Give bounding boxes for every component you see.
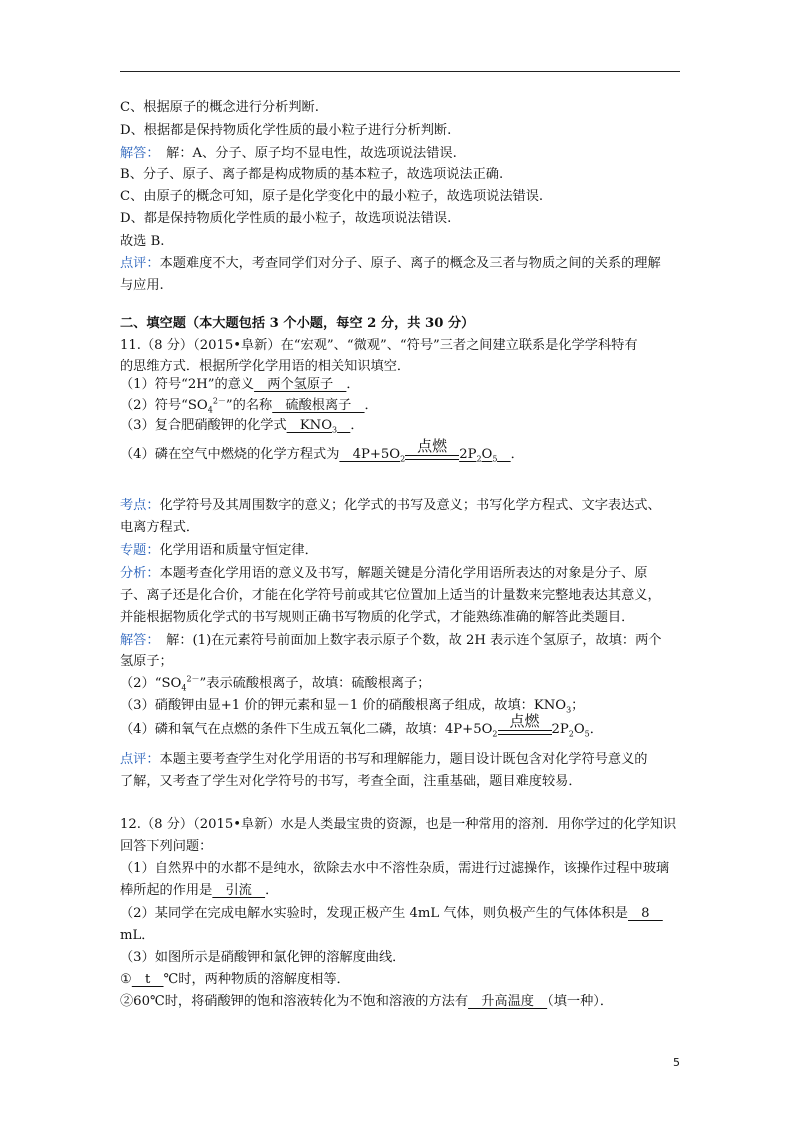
- answer-blank: 升高温度: [468, 994, 548, 1009]
- q11-stem: 11.（8 分）（2015•阜新）在“宏观”、“微观”、“符号”三者之间建立联系是化学学科特有: [120, 338, 638, 353]
- answer-blank: $KNO_3$: [286, 418, 338, 435]
- q12-stem: 12.（8 分）（2015•阜新）水是人类最宝贵的资源，也是一种常用的溶剂．用你学过的化学知识: [120, 817, 677, 832]
- jieda: 氢原子；: [120, 654, 173, 669]
- q12-part-3-1: ① t ℃时，两种物质的溶解度相等．: [120, 972, 350, 987]
- q11-part-1: （1）符号“2H”的意义 两个氢原子 ．: [120, 377, 360, 392]
- text-line: 故选 B.: [120, 234, 165, 249]
- dianping: 点评：本题主要考查学生对化学用语的书写和理解能力，题目设计既包含对化学符号意义的: [120, 752, 648, 767]
- answer-blank: 两个氢原子: [254, 377, 347, 392]
- q12-part-2: mL．: [120, 928, 155, 943]
- text-line: D、都是保持物质化学性质的最小粒子，故选项说法错误.: [120, 211, 452, 226]
- text-line: 与应用.: [120, 278, 164, 293]
- text-line: C、由原子的概念可知，原子是化学变化中的最小粒子，故选项说法错误.: [120, 189, 544, 204]
- answer-blank: t: [131, 972, 164, 987]
- q11-part-3: （3）复合肥硝酸钾的化学式 $KNO_3$ ．: [120, 418, 364, 435]
- fenxi: 分析：本题考查化学用语的意义及书写，解题关键是分清化学用语所表达的对象是分子、原: [120, 566, 648, 581]
- text-line: C、根据原子的概念进行分析判断.: [120, 100, 319, 115]
- text-line: B、分子、原子、离子都是构成物质的基本粒子，故选项说法正确.: [120, 167, 504, 182]
- answer-blank: 硫酸根离子: [272, 398, 365, 413]
- q11-stem: 的思维方式．根据所学化学用语的相关知识填空．: [120, 359, 411, 374]
- answer-blank: 引流: [212, 883, 266, 898]
- page-number: 5: [673, 1056, 680, 1069]
- header-rule: [120, 71, 680, 72]
- zhuanti: 专题：化学用语和质量守恒定律．: [120, 543, 318, 558]
- jieda: 解答： 解：(1)在元素符号前面加上数字表示原子个数，故 2H 表示连个氢原子，故填：两个: [120, 633, 662, 648]
- q12-part-3: （3）如图所示是硝酸钾和氯化钾的溶解度曲线．: [120, 950, 406, 965]
- text-line: D、根据都是保持物质化学性质的最小粒子进行分析判断.: [120, 123, 452, 138]
- fenxi: 子、离子还是化合价，才能在化学符号前或其它位置加上适当的计量数来完整地表达其意义，: [120, 588, 661, 603]
- section-title: 二、填空题（本大题包括 3 个小题，每空 2 分，共 30 分）: [120, 316, 475, 331]
- kaodian: 考点：化学符号及其周围数字的意义；化学式的书写及意义；书写化学方程式、文字表达式、: [120, 498, 661, 513]
- jieda: $(2)“SO_4^{2-}$”表示硫酸根离子，故填：硫酸根离子；: [120, 674, 431, 693]
- q12-stem: 回答下列问题：: [120, 839, 213, 854]
- q11-part-4: （4）磷在空气中燃烧的化学方程式为 $4P+5O_2$ 点燃 $2P_2O_5$ ．: [120, 437, 524, 464]
- reaction-condition: 点燃: [498, 721, 552, 739]
- kaodian: 电离方程式．: [120, 520, 200, 535]
- text-line: 点评：本题难度不大，考查同学们对分子、原子、离子的概念及三者与物质之间的关系的理解: [120, 256, 661, 271]
- answer-blank: 8: [628, 906, 663, 921]
- q12-part-1: （1）自然界中的水都不是纯水，欲除去水中不溶性杂质，需进行过滤操作，该操作过程中玻璃: [120, 861, 670, 876]
- fenxi: 并能根据物质化学式的书写规则正确书写物质的化学式，才能熟练准确的解答此类题目．: [120, 610, 635, 625]
- q12-part-3-2: ②60℃时，将硝酸钾的饱和溶液转化为不饱和溶液的方法有 升高温度 （填一种）．: [120, 994, 614, 1009]
- text-line: 解答： 解：A、分子、原子均不显电性，故选项说法错误.: [120, 146, 457, 161]
- reaction-condition: 点燃: [405, 446, 459, 464]
- jieda: （4）磷和氧气在点燃的条件下生成五氧化二磷，故填：$4P+5O_2$ 点燃 $2P_2O_5$．: [120, 712, 603, 739]
- dianping: 了解，又考查了学生对化学符号的书写，考查全面，注重基础，题目难度较易．: [120, 774, 582, 789]
- q12-part-2: （2）某同学在完成电解水实验时，发现正极产生 4mL 气体，则负极产生的气体体积是 8: [120, 906, 663, 921]
- answer-blank: $4P+5O_2$ 点燃 $2P_2O_5$: [339, 437, 498, 464]
- q12-part-1: 棒所起的作用是 引流 ．: [120, 883, 279, 898]
- jieda: （3）硝酸钾由显+1 价的钾元素和显－1 价的硝酸根离子组成，故填：$KNO_3$；: [120, 698, 585, 715]
- q11-part-2: （2）符号“$SO_4^{2-}$”的名称 硫酸根离子 ．: [120, 396, 378, 415]
